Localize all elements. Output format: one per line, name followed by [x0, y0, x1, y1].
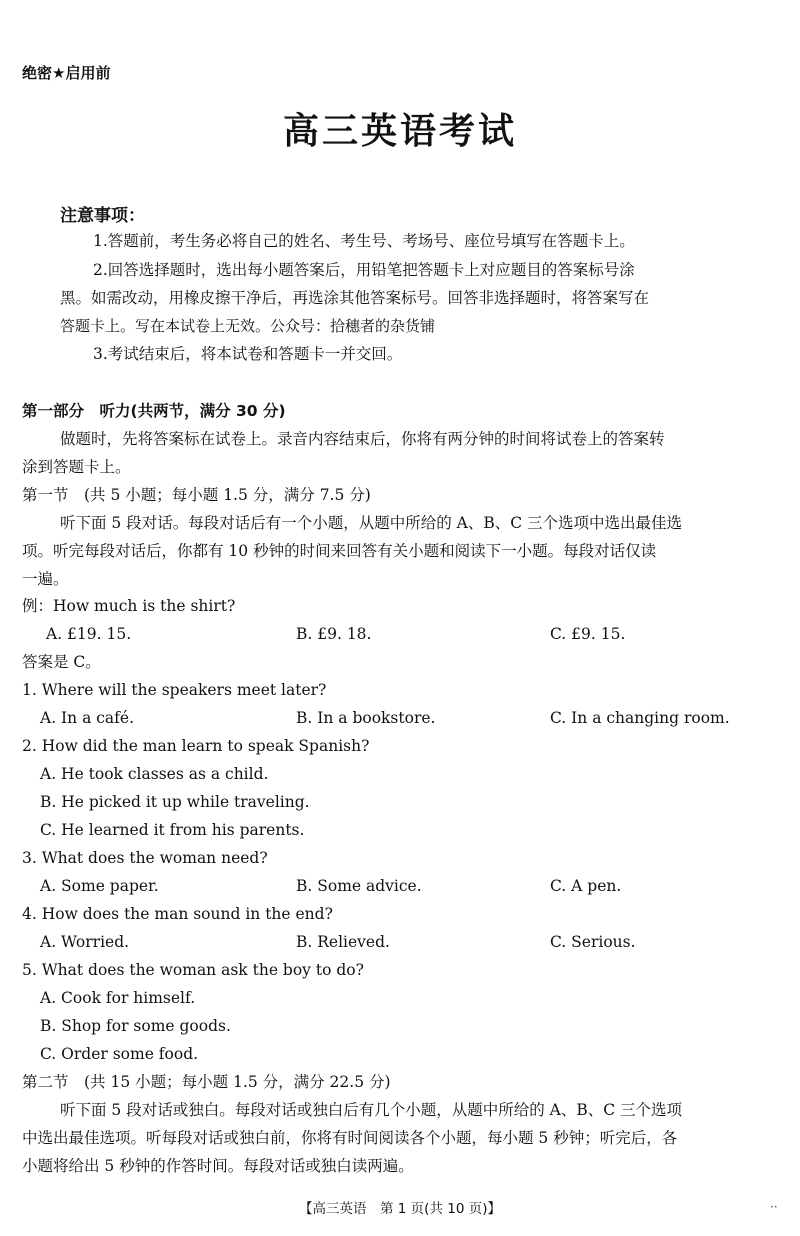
option: C. He learned it from his parents.: [40, 821, 305, 839]
question: 2. How did the man learn to speak Spanish?: [22, 737, 370, 755]
option: B. Some advice.: [296, 877, 422, 895]
notice-line: 黑。如需改动，用橡皮擦干净后，再选涂其他答案标号。回答非选择题时，将答案写在: [60, 289, 650, 307]
option: B. He picked it up while traveling.: [40, 793, 310, 811]
part1-heading: 第一部分 听力(共两节，满分 30 分): [22, 402, 286, 420]
page-footer: 【高三英语 第 1 页(共 10 页)】: [299, 1201, 501, 1217]
section1-instruction: 听下面 5 段对话。每段对话后有一个小题，从题中所给的 A、B、C 三个选项中选出最佳选: [60, 514, 683, 532]
notice-heading: 注意事项：: [60, 206, 145, 226]
option: A. Cook for himself.: [40, 989, 196, 1007]
page-title: 高三英语考试: [282, 111, 517, 152]
option: A. Some paper.: [40, 877, 159, 895]
option: B. Relieved.: [296, 933, 390, 951]
section2-instruction: 中选出最佳选项。听每段对话或独白前，你将有时间阅读各个小题，每小题 5 秒钟；听完后，各: [22, 1129, 678, 1147]
option: B. Shop for some goods.: [40, 1017, 231, 1035]
question: 3. What does the woman need?: [22, 849, 268, 867]
notice-line: 1.答题前，考生务必将自己的姓名、考生号、考场号、座位号填写在答题卡上。: [93, 232, 635, 250]
section1-heading: 第一节 (共 5 小题；每小题 1.5 分，满分 7.5 分): [22, 486, 371, 504]
section2-instruction: 听下面 5 段对话或独白。每段对话或独白后有几个小题，从题中所给的 A、B、C 三个选项: [60, 1101, 683, 1119]
section2-instruction: 小题将给出 5 秒钟的作答时间。每段对话或独白读两遍。: [22, 1157, 414, 1175]
option: C. Serious.: [550, 933, 636, 951]
section1-instruction: 一遍。: [22, 570, 69, 588]
section1-instruction: 项。听完每段对话后，你都有 10 秒钟的时间来回答有关小题和阅读下一小题。每段对话仅读: [22, 542, 657, 560]
question: 5. What does the woman ask the boy to do?: [22, 961, 364, 979]
example-question: 例：How much is the shirt?: [22, 597, 236, 615]
question: 4. How does the man sound in the end?: [22, 905, 333, 923]
option: C. In a changing room.: [550, 709, 730, 727]
corner-mark: ··: [770, 1200, 778, 1214]
notice-line: 答题卡上。写在本试卷上无效。公众号：拾穗者的杂货铺: [60, 317, 436, 335]
option: A. Worried.: [40, 933, 130, 951]
option: B. In a bookstore.: [296, 709, 436, 727]
option: C. A pen.: [550, 877, 622, 895]
example-answer: 答案是 C。: [22, 653, 101, 671]
part1-intro: 做题时，先将答案标在试卷上。录音内容结束后，你将有两分钟的时间将试卷上的答案转: [60, 430, 665, 448]
confidential-label: 绝密★启用前: [22, 64, 111, 82]
part1-intro: 涂到答题卡上。: [22, 458, 131, 476]
notice-line: 2.回答选择题时，选出每小题答案后，用铅笔把答题卡上对应题目的答案标号涂: [93, 261, 635, 279]
section2-heading: 第二节 (共 15 小题；每小题 1.5 分，满分 22.5 分): [22, 1073, 391, 1091]
option: A. He took classes as a child.: [40, 765, 269, 783]
example-option: B. £9. 18.: [296, 625, 372, 643]
option: C. Order some food.: [40, 1045, 199, 1063]
question: 1. Where will the speakers meet later?: [22, 681, 327, 699]
notice-line: 3.考试结束后，将本试卷和答题卡一并交回。: [93, 345, 403, 363]
example-option: A. £19. 15.: [46, 625, 132, 643]
option: A. In a café.: [40, 709, 135, 727]
example-option: C. £9. 15.: [550, 625, 626, 643]
